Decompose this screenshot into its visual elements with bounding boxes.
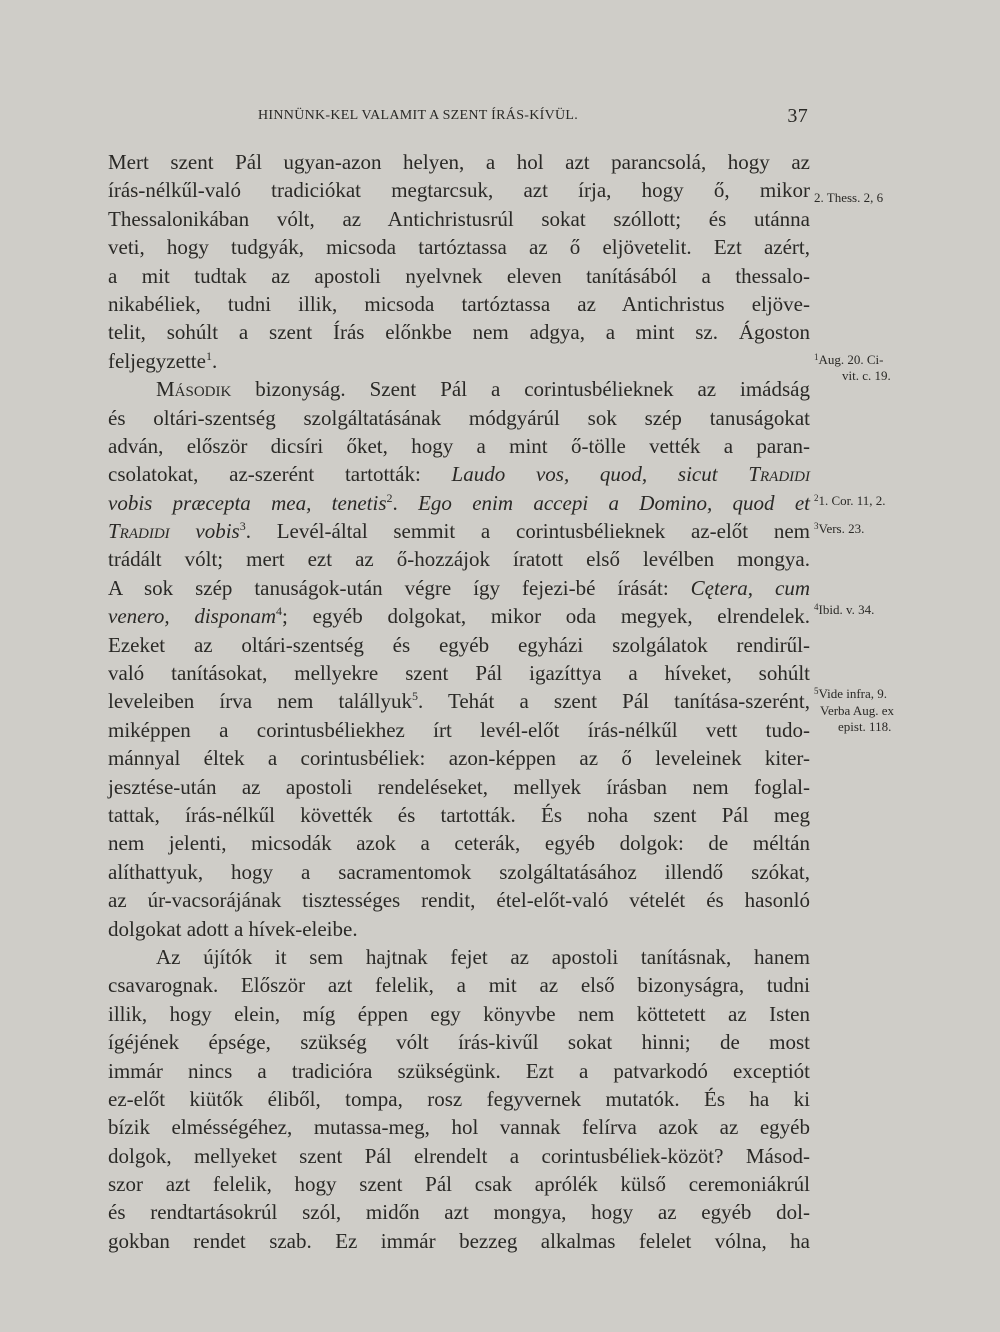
running-title: HINNÜNK-KEL VALAMIT A SZENT ÍRÁS-KÍVÜL.: [258, 108, 579, 123]
note-text: Ibid. v. 34.: [818, 602, 875, 617]
text-run: .: [392, 490, 398, 515]
note-text: Vide infra, 9.: [818, 686, 888, 701]
margin-note: [814, 352, 994, 367]
body-text: [108, 148, 810, 1255]
running-header: [258, 105, 810, 127]
latin-quote: Ego enim accepi a Domino, quod et: [418, 490, 810, 515]
latin-quote: Tradidi: [108, 519, 170, 544]
text-run: .: [211, 348, 218, 373]
margin-note: epist. 118.: [838, 719, 892, 734]
text-run: . Tehát a szent Pál tanítása-szerént,: [417, 689, 810, 714]
footnote-mark: 1: [205, 348, 212, 363]
text-line: Ezeket az oltári-szentség és egyéb egyházi szolgálatok rendirűl-: [108, 632, 810, 657]
text-run: [718, 462, 749, 486]
note-mark: 1: [814, 352, 819, 362]
text-line: [108, 574, 810, 602]
text-line: illik, hogy elein, míg éppen egy könyvbe nem köttetett az Isten: [108, 1001, 810, 1026]
text-line: [108, 347, 810, 375]
text-line: ez-előt kiütők éliből, tompa, rosz fegyvernek mutatók. És ha ki: [108, 1086, 810, 1111]
text-line: írás-nélkűl-való tradiciókat megtarcsuk, azt írja, hogy ő, mikor: [108, 178, 810, 203]
text-run: [231, 377, 255, 401]
text-run: . Levél-által semmit a corintusbélieknek az-előt nem: [245, 519, 810, 544]
text-run: A sok szép tanuságok-után végre így fejezi-bé írását:: [108, 575, 669, 600]
text-line: bízik elmésségéhez, mutassa-meg, hol vannak felírva azok az egyéb: [108, 1115, 810, 1140]
latin-quote: vobis: [195, 519, 240, 544]
text-line: való tanításokat, mellyekre szent Pál igazíttya a híveket, sohúlt: [108, 661, 810, 686]
margin-note: [814, 493, 994, 508]
note-mark: 4: [814, 602, 819, 612]
text-line: [108, 687, 810, 715]
margin-note: [814, 602, 994, 617]
text-run: csolatokat, az-szerént tartották:: [108, 462, 421, 487]
latin-quote: Cętera, cum: [690, 575, 810, 600]
section-label: Második: [156, 377, 232, 402]
text-run: [421, 462, 452, 486]
text-line: trádált vólt; mert ezt az ő-hozzájok íratott első levélben mongya.: [108, 547, 810, 572]
margin-note: vit. c. 19.: [842, 368, 891, 383]
footnote-mark: 3: [239, 519, 246, 534]
text-run: [669, 576, 691, 600]
text-line: dolgok, mellyeket szent Pál elrendelt a corintusbéliek-közöt? Másod-: [108, 1143, 810, 1168]
text-line: és rendtartásokrúl szól, midőn azt mongya, hogy az egyéb dol-: [108, 1200, 810, 1225]
note-mark: 5: [814, 686, 819, 696]
margin-note: [814, 521, 994, 536]
note-text: 1. Cor. 11, 2.: [818, 493, 886, 508]
text-line: Az újítók it sem hajtnak fejet az apostoli tanításnak, hanem: [156, 944, 810, 969]
text-line: [108, 517, 810, 545]
text-line: gokban rendet szab. Ez immár bezzeg alkalmas felelet vólna, ha: [108, 1228, 810, 1253]
margin-note: Verba Aug. ex: [820, 703, 895, 718]
text-line: a mit tudtak az apostoli nyelvnek eleven tanításából a thessalo-: [108, 263, 810, 288]
text-line: az úr-vacsorájának tisztességes rendit, étel-előt-való vételét és hasonló: [108, 888, 810, 913]
footnote-mark: 4: [276, 604, 283, 619]
text-line: nem jelenti, micsodák azok a ceterák, egyéb dolgok: de méltán: [108, 831, 810, 856]
text-line: mánnyal éltek a corintusbéliek: azon-képpen az ő leveleinek kiter-: [108, 746, 810, 771]
text-line: immár nincs a tradicióra szükségünk. Ezt a patvarkodó exceptiót: [108, 1058, 810, 1083]
text-line: Mert szent Pál ugyan-azon helyen, a hol azt parancsolá, hogy az: [108, 150, 810, 174]
latin-quote: Tradidi: [748, 462, 811, 487]
latin-quote: vobis præcepta mea, tenetis: [108, 490, 387, 515]
margin-note: 2. Thess. 2, 6: [814, 190, 884, 205]
note-mark: 2: [814, 493, 819, 503]
page-number: 37: [787, 105, 808, 127]
text-line: csavarognak. Először azt felelik, a mit az első bizonyságra, tudni: [108, 973, 810, 998]
text-run: ; egyéb dolgokat, mikor oda megyek, elrendelek.: [282, 604, 811, 629]
note-text: Vers. 23.: [818, 521, 865, 536]
text-line: telit, sohúlt a szent Írás előnkbe nem adgya, a mint sz. Ágoston: [108, 320, 810, 345]
text-line: Thessalonikában vólt, az Antichristusrúl sokat szóllott; és utánna: [108, 206, 810, 231]
footnote-mark: 2: [386, 490, 393, 505]
text-line: [108, 375, 810, 403]
text-line: szor azt felelik, hogy szent Pál csak aprólék külső ceremoniákrúl: [108, 1172, 810, 1197]
text-line: tattak, írás-nélkűl követték és tartották. És noha szent Pál meg: [108, 802, 810, 827]
text-line: adván, először dicsíri őket, hogy a mint ő-töllе vették a paran-: [108, 433, 810, 458]
margin-note: [814, 686, 994, 701]
footnote-mark: 5: [411, 689, 418, 704]
text-line: [108, 489, 810, 517]
text-run: [398, 491, 418, 515]
text-run: feljegyzette: [108, 348, 206, 373]
text-run: [170, 519, 196, 543]
note-mark: 3: [814, 521, 819, 531]
text-line: és oltári-szentség szolgáltatásának módgyárúl sok szép tanuságokat: [108, 405, 810, 430]
latin-quote: venero, disponam: [108, 604, 277, 629]
text-line: alíthattyuk, hogy a sacramentomok szolgáltatásához illendő szókat,: [108, 859, 810, 884]
text-line: miképpen a corintusbéliekhez írt levél-előt írás-nélkűl vett tudo-: [108, 717, 810, 742]
text-run: leveleiben írva nem talállyuk: [108, 689, 412, 714]
note-text: Aug. 20. Ci-: [818, 352, 884, 367]
latin-quote: Laudo vos, quod, sicut: [451, 462, 718, 487]
text-run: bizonyság. Szent Pál a corintusbélieknek az imádság: [255, 377, 810, 402]
text-line: jesztése-után az apostoli rendeléseket, mellyek írásban nem foglal-: [108, 774, 810, 799]
text-line: nikabéliek, tudni illik, micsoda tartóztassa az Antichristus eljöve-: [108, 291, 810, 316]
text-line: [108, 460, 810, 488]
text-line: ígéjének épsége, szükség vólt írás-kivűl sokat hinni; de most: [108, 1030, 810, 1055]
text-line: [108, 602, 810, 630]
text-line: dolgokat adott a hívek-eleibe.: [108, 916, 358, 941]
text-line: veti, hogy tudgyák, micsoda tartóztassa az ő eljövetelit. Ezt azért,: [108, 235, 810, 260]
